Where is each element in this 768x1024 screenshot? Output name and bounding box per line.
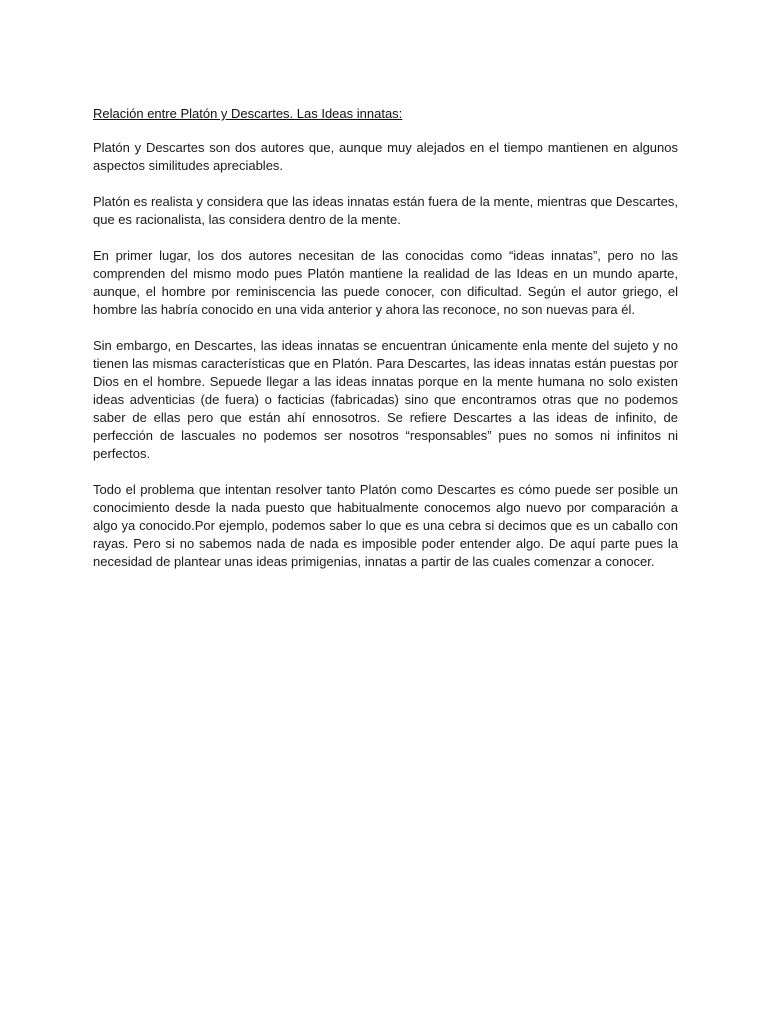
document-body [93, 105, 678, 589]
paragraph-5: Todo el problema que intentan resolver tanto Platón como Descartes es cómo puede ser posible un conocimiento desde la nada puesto que habitualmente conocemos algo nuevo por comparación a algo ya conocido.Por ejemplo, podemos saber lo que es una cebra si decimos que es un caballo con rayas. Pero si no sabemos nada de nada es imposible poder entender algo. De aquí parte pues la necesidad de plantear unas ideas primigenias, innatas a partir de las cuales comenzar a conocer. [93, 482, 678, 569]
paragraph-1: Platón y Descartes son dos autores que, aunque muy alejados en el tiempo mantienen en algunos aspectos similitudes apreciables. [93, 140, 678, 173]
paragraph-4: Sin embargo, en Descartes, las ideas innatas se encuentran únicamente enla mente del sujeto y no tienen las mismas características que en Platón. Para Descartes, las ideas innatas están puestas por Dios en el hombre. Sepuede llegar a las ideas innatas porque en la mente humana no solo existen ideas adventicias (de fuera) o facticias (fabricadas) sino que encontramos otras que no podemos saber de ellas pero que están ahí ennosotros. Se refiere Descartes a las ideas de infinito, de perfección de lascuales no podemos ser nosotros “responsables” pues no somos ni infinitos ni perfectos. [93, 338, 678, 461]
paragraph-2: Platón es realista y considera que las ideas innatas están fuera de la mente, mientras que Descartes, que es racionalista, las considera dentro de la mente. [93, 194, 678, 227]
paragraph-3: En primer lugar, los dos autores necesitan de las conocidas como “ideas innatas”, pero no las comprenden del mismo modo pues Platón mantiene la realidad de las Ideas en un mundo aparte, aunque, el hombre por reminiscencia las puede conocer, con dificultad. Según el autor griego, el hombre las habría conocido en una vida anterior y ahora las reconoce, no son nuevas para él. [93, 248, 678, 317]
document-title: Relación entre Platón y Descartes. Las Ideas innatas: [93, 106, 403, 121]
